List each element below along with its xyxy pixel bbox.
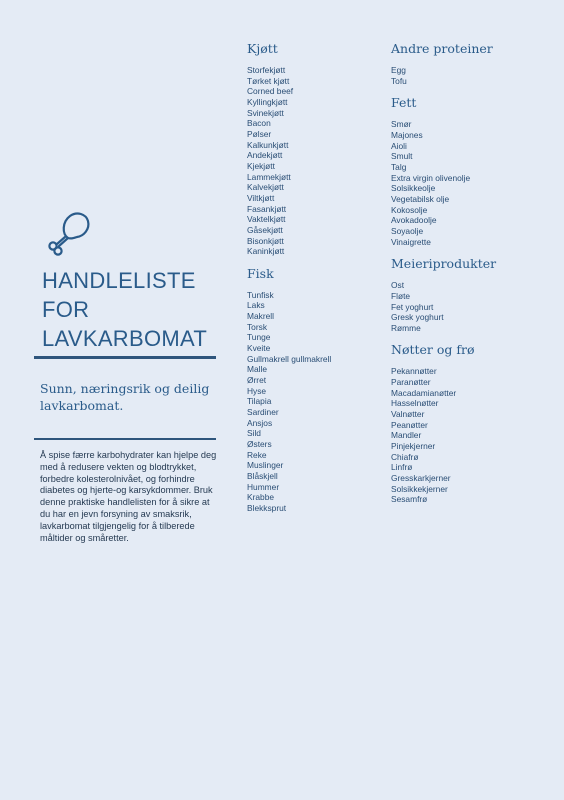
item-list [391, 366, 551, 505]
list-item: Macadamianøtter [391, 387, 457, 398]
list-item: Pinjekjerner [391, 441, 436, 452]
list-item: Gåsekjøtt [247, 224, 283, 235]
list-item: Vaktelkjøtt [247, 214, 286, 225]
section-heading: Nøtter og frø [391, 342, 475, 358]
list-item: Tofu [391, 75, 407, 86]
list-item: Kalvekjøtt [247, 182, 284, 193]
list-item: Avokadoolje [391, 215, 437, 226]
list-item: Makrell [247, 311, 274, 322]
description: Å spise færre karbohydrater kan hjelpe deg med å redusere vekten og blodtrykket, forbedre kolesterolnivået, og forhindre diabetes og hjerte-og karsykdommer. Bruk denne praktiske handlelisten for å sikre at du har en jevn forsyning av smaksrik, lavkarbomat tilgjengelig for å tilberede måltider og småretter. [40, 450, 217, 543]
list-item: Ørret [247, 375, 267, 386]
list-section [391, 94, 551, 247]
item-list [391, 280, 551, 333]
list-item: Smør [391, 119, 412, 130]
section-heading: Fisk [247, 265, 274, 281]
list-item: Tørket kjøtt [247, 75, 290, 86]
page-title: HANDLELISTE FOR LAVKARBOMAT [42, 268, 208, 351]
list-item: Svinekjøtt [247, 107, 284, 118]
list-item: Vinaigrette [391, 236, 431, 247]
list-item: Egg [391, 65, 406, 75]
list-item: Linfrø [391, 462, 413, 473]
list-item: Gresskarkjerner [391, 473, 451, 484]
list-item: Hummer [247, 481, 280, 492]
list-item: Paranøtter [391, 377, 431, 388]
list-item: Lammekjøtt [247, 171, 291, 182]
list-item: Aioli [391, 140, 407, 151]
list-item: Talg [391, 161, 407, 172]
section-heading: Meieriprodukter [391, 256, 497, 272]
list-item: Kaninkjøtt [247, 246, 285, 257]
list-item: Sardiner [247, 407, 279, 418]
chicken-leg-icon [44, 210, 92, 260]
list-item: Bacon [247, 118, 271, 129]
list-item: Rømme [391, 322, 421, 333]
list-item: Hasselnøtter [391, 398, 439, 409]
list-item: Ost [391, 280, 405, 291]
list-item: Extra virgin olivenolje [391, 172, 471, 183]
list-item: Andekjøtt [247, 150, 283, 161]
list-item: Soyaolje [391, 225, 424, 236]
section-heading: Andre proteiner [391, 41, 493, 56]
divider [34, 438, 216, 440]
divider [34, 356, 216, 359]
list-item: Viltkjøtt [247, 192, 275, 203]
list-item: Fasankjøtt [247, 203, 287, 214]
item-list [391, 119, 551, 247]
list-item: Fet yoghurt [391, 301, 434, 312]
list-section [391, 341, 551, 505]
list-section [391, 255, 551, 333]
list-item: Gresk yoghurt [391, 312, 444, 323]
list-item: Smult [391, 151, 413, 162]
list-item: Kalkunkjøtt [247, 139, 289, 150]
list-item: Kokosolje [391, 204, 428, 215]
list-item: Kjekjøtt [247, 160, 275, 171]
list-item: Storfekjøtt [247, 65, 286, 75]
list-item: Østers [247, 439, 272, 449]
subtitle: Sunn, næringsrik og deilig lavkarbomat. [40, 381, 210, 413]
list-item: Peanøtter [391, 419, 428, 430]
item-list [247, 65, 381, 257]
list-item: Pølser [247, 128, 272, 139]
list-item: Ansjos [247, 417, 273, 428]
list-item: Mandler [391, 430, 422, 441]
list-item: Corned beef [247, 86, 294, 97]
list-item: Fløte [391, 290, 411, 301]
section-heading: Kjøtt [247, 41, 278, 56]
list-section [247, 265, 381, 514]
list-item: Chiafrø [391, 451, 419, 462]
list-section [391, 40, 551, 86]
list-item: Majones [391, 129, 423, 140]
list-item: Laks [247, 300, 265, 311]
list-item: Torsk [247, 321, 268, 332]
list-item: Solsikkeolje [391, 183, 436, 194]
list-item: Valnøtter [391, 409, 425, 420]
list-item: Pekannøtter [391, 366, 437, 377]
list-item: Kyllingkjøtt [247, 96, 288, 107]
list-item: Reke [247, 449, 267, 460]
list-item: Solsikkekjerner [391, 483, 448, 494]
list-item: Malle [247, 364, 268, 375]
list-item: Muslinger [247, 460, 284, 471]
section-heading: Fett [391, 95, 417, 111]
list-item: Sesamfrø [391, 494, 428, 505]
list-item: Tunfisk [247, 289, 274, 300]
list-item: Bisonkjøtt [247, 235, 284, 246]
list-item: Hyse [247, 385, 267, 396]
list-item: Sild [247, 428, 261, 439]
list-item: Kveite [247, 343, 271, 354]
list-item: Vegetabilsk olje [391, 193, 450, 204]
list-item: Blekksprut [247, 502, 287, 513]
list-item: Blåskjell [247, 470, 278, 481]
list-section [247, 40, 381, 257]
list-item: Krabbe [247, 492, 275, 503]
list-column-1 [247, 40, 381, 522]
item-list [391, 65, 551, 86]
list-item: Tunge [247, 332, 271, 343]
list-item: Tilapia [247, 396, 272, 407]
item-list [247, 290, 381, 514]
list-column-2 [391, 40, 551, 513]
list-item: Gullmakrell gullmakrell [247, 353, 332, 364]
